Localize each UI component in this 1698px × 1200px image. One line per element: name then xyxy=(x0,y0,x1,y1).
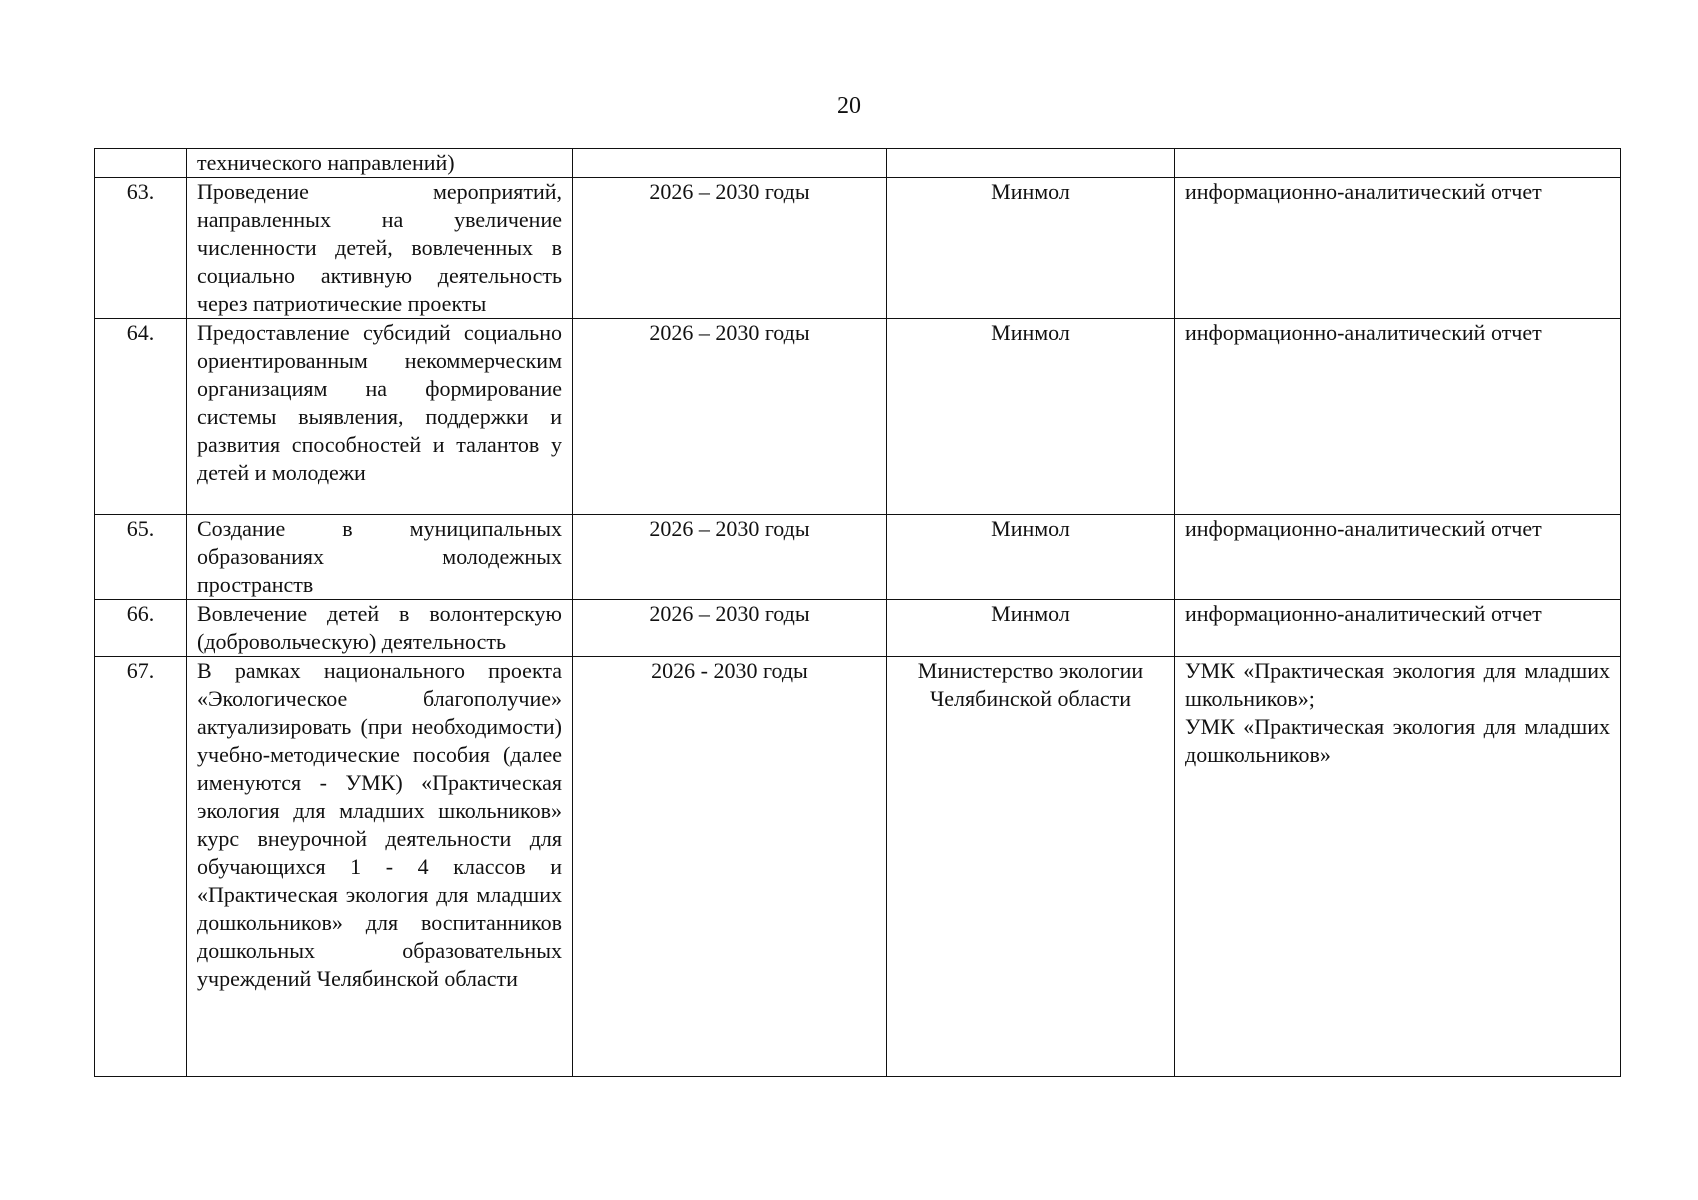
table-row xyxy=(95,657,1621,1077)
row-number: 66. xyxy=(95,600,187,657)
row-executor xyxy=(887,149,1175,178)
row-result xyxy=(1175,149,1621,178)
row-number: 64. xyxy=(95,319,187,515)
row-description: технического направлений) xyxy=(187,149,573,178)
row-description: Предоставление субсидий социально ориентированным некоммерческим организациям на формирование системы выявления, поддержки и развития способностей и талантов у детей и молодежи xyxy=(187,319,573,515)
row-description: Проведение мероприятий, направленных на увеличение численности детей, вовлеченных в социально активную деятельность через патриотические проекты xyxy=(187,178,573,319)
row-years xyxy=(573,149,887,178)
row-executor: Минмол xyxy=(887,178,1175,319)
row-years: 2026 – 2030 годы xyxy=(573,600,887,657)
row-description: Вовлечение детей в волонтерскую (добровольческую) деятельность xyxy=(187,600,573,657)
row-result: информационно-аналитический отчет xyxy=(1175,319,1621,515)
row-result xyxy=(1175,657,1621,1077)
result-line: УМК «Практическая экология для младших школьников»; xyxy=(1185,658,1610,711)
row-number: 65. xyxy=(95,515,187,600)
plan-table xyxy=(94,148,1621,1077)
row-executor: Минмол xyxy=(887,515,1175,600)
row-number xyxy=(95,149,187,178)
row-executor: Минмол xyxy=(887,600,1175,657)
row-result: информационно-аналитический отчет xyxy=(1175,515,1621,600)
row-executor: Минмол xyxy=(887,319,1175,515)
row-result: информационно-аналитический отчет xyxy=(1175,178,1621,319)
table-row xyxy=(95,515,1621,600)
table-row xyxy=(95,178,1621,319)
table-row xyxy=(95,149,1621,178)
row-number: 67. xyxy=(95,657,187,1077)
table-row xyxy=(95,319,1621,515)
page-number: 20 xyxy=(837,93,861,119)
row-number: 63. xyxy=(95,178,187,319)
result-line: УМК «Практическая экология для младших дошкольников» xyxy=(1185,714,1610,767)
row-description: Создание в муниципальных образованиях молодежных пространств xyxy=(187,515,573,600)
row-executor: Министерство экологии Челябинской области xyxy=(887,657,1175,1077)
row-years: 2026 – 2030 годы xyxy=(573,319,887,515)
row-result: информационно-аналитический отчет xyxy=(1175,600,1621,657)
row-years: 2026 – 2030 годы xyxy=(573,515,887,600)
row-years: 2026 - 2030 годы xyxy=(573,657,887,1077)
row-years: 2026 – 2030 годы xyxy=(573,178,887,319)
row-description: В рамках национального проекта «Экологическое благополучие» актуализировать (при необходимости) учебно-методические пособия (далее именуются - УМК) «Практическая экология для младших школьников» курс внеурочной деятельности для обучающихся 1 - 4 классов и «Практическая экология для младших дошкольников» для воспитанников дошкольных образовательных учреждений Челябинской области xyxy=(187,657,573,1077)
table-row xyxy=(95,600,1621,657)
